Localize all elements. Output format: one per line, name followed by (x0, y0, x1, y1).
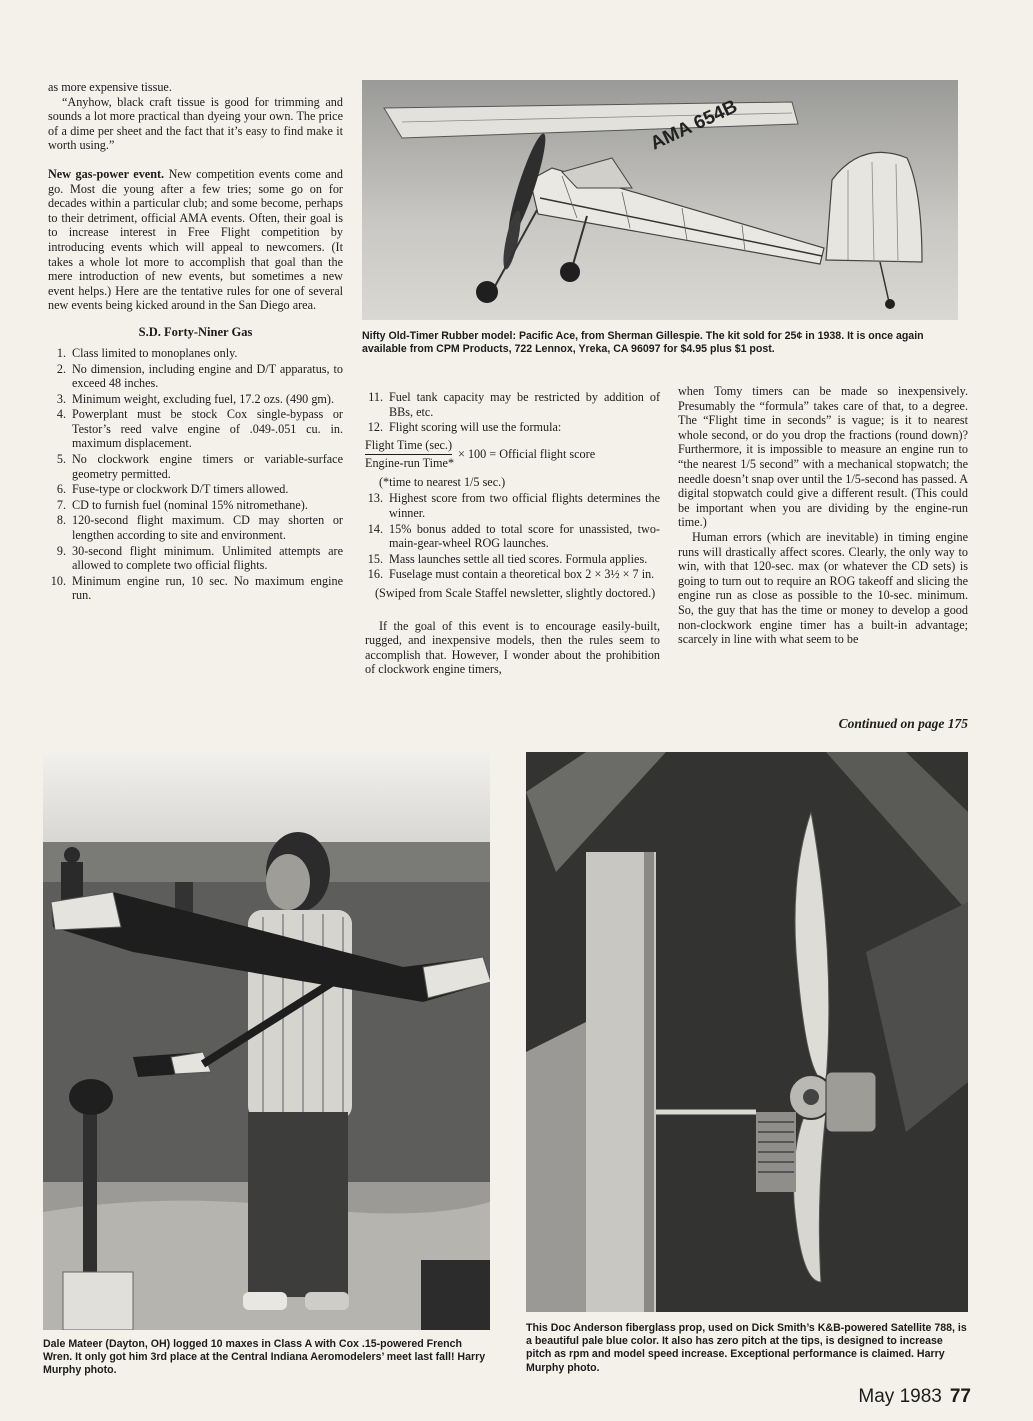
rule-item: 12. Flight scoring will use the formula: (367, 420, 562, 435)
rule-item: 14. 15% bonus added to total score for unassisted, two-main-gear-wheel ROG launches. (367, 521, 660, 551)
middle-column (365, 390, 660, 677)
rule-item: 11. Fuel tank capacity may be restricted by addition of BBs, etc. (368, 390, 660, 419)
airplane-illustration (362, 80, 958, 320)
rule-item: 16. Fuselage must contain a theoretical box 2 × 3½ × 7 in. (367, 567, 655, 582)
paragraph-text: New competition events come and go. Most die young after a few tries; some go on for decades within a particular club; and some become, perhaps to their detriment, official AMA events. Often, their goal is to increase interest in Free Flight competition by introducing events which will appeal to newcomers. (It takes a whole lot more to accomplish that goal than the mere introduction of new events, but sometimes a new event helps.) Here are the tentative rules for one of several new events being kicked around in the San Diego area. (48, 166, 343, 313)
page-number: 77 (949, 1386, 971, 1407)
rules-list (48, 346, 343, 603)
rules-list-continued-2 (365, 491, 660, 582)
caption-bottom-left-photo: Dale Mateer (Dayton, OH) logged 10 maxes in Class A with Cox .15-powered French Wren. It only got him 3rd place at the Central Indiana Aeromodelers’ meet last fall! Harry Murphy photo. (43, 1338, 486, 1377)
paragraph: when Tomy timers can be made so inexpensively. Presumably the “formula” takes care of that, to a degree. The “Flight time in seconds” is vague; is it to nearest whole second, or do you drop the fractions (round down)? Furthermore, it is impossible to measure an engine run to “the nearest 1/5 second” with a mechanical stopwatch; the needle doesn’t snap over until the 1/5-second has passed. A digital stopwatch could give a different result. (This could be important when you are dividing by the engine-run time.) (678, 384, 968, 530)
paragraph: “Anyhow, black craft tissue is good for trimming and sounds a lot more practical than dyeing your own. The price of a dime per sheet and the fact that it’s easy to find make it worth using.” (48, 94, 343, 153)
issue-date: May 1983 (858, 1386, 942, 1407)
caption-top-photo: Nifty Old-Timer Rubber model: Pacific Ace, from Sherman Gillespie. The kit sold for 25¢ in 1938. It is once again available from CPM Products, 722 Lennox, Yreka, CA 96097 for $4.95 plus $1 post. (362, 330, 924, 356)
rule-item: 10. Minimum engine run, 10 sec. No maximum engine run. (50, 573, 343, 603)
continued-notice: Continued on page 175 (838, 716, 968, 731)
left-column (48, 80, 343, 604)
source-note: (Swiped from Scale Staffel newsletter, slightly doctored.) (375, 585, 656, 600)
formula-numerator: Flight Time (sec.) (365, 438, 452, 455)
rule-item: 3. Minimum weight, excluding fuel, 17.2 ozs. (490 gm). (56, 391, 334, 406)
man-with-model-illustration (43, 752, 490, 1330)
formula-fraction (365, 438, 454, 471)
paragraph (48, 167, 343, 313)
propeller-illustration (526, 752, 968, 1312)
section-heading: New gas-power event. (48, 166, 165, 181)
rules-list-continued (365, 390, 660, 435)
rule-item: 8. 120-second flight maximum. CD may shorten or lengthen according to site and environment. (56, 513, 343, 543)
formula-note: (*time to nearest 1/5 sec.) (379, 474, 506, 489)
rule-item: 1. Class limited to monoplanes only. (56, 345, 238, 360)
formula-denominator: Engine-run Time* (365, 455, 455, 470)
rule-item: 6. Fuse-type or clockwork D/T timers allowed. (56, 482, 289, 497)
registration-text: AMA 654B (647, 96, 741, 155)
rule-item: 4. Powerplant must be stock Cox single-bypass or Testor’s reed valve engine of .049-.051 cu. in. maximum displacement. (56, 407, 343, 451)
formula-result: × 100 = Official flight score (458, 446, 596, 461)
page-footer (858, 1386, 971, 1408)
rule-item: 5. No clockwork engine timers or variable-surface geometry permitted. (56, 452, 343, 481)
rule-item: 15. Mass launches settle all tied scores. Formula applies. (367, 551, 648, 566)
scoring-formula (365, 438, 660, 471)
rule-item: 7. CD to furnish fuel (nominal 15% nitromethane). (56, 497, 308, 512)
right-column (678, 384, 968, 647)
paragraph: Human errors (which are inevitable) in timing engine runs will drastically affect scores. Clearly, the only way to win, with that 120-sec. max (or whatever the CD sets) is going to turn out to require an ROG takeoff and slicing the engine run as close as possible to the 10-sec. minimum. So, the guy that has the time or money to develop a good non-clockwork engine timer has a built-in advantage; scarcely in line with what seem to be (678, 529, 968, 647)
rules-title: S.D. Forty-Niner Gas (138, 324, 253, 339)
photo-pacific-ace-model (362, 80, 958, 320)
rule-item: 9. 30-second flight minimum. Unlimited attempts are allowed to complete two official flights. (56, 543, 343, 573)
rule-item: 13. Highest score from two official flights determines the winner. (367, 491, 660, 520)
paragraph: as more expensive tissue. (48, 80, 172, 94)
photo-dale-mateer (43, 752, 490, 1330)
rule-item: 2. No dimension, including engine and D/T apparatus, to exceed 48 inches. (56, 361, 343, 391)
paragraph: If the goal of this event is to encourage easily-built, rugged, and inexpensive models, then the rules seem to accomplish that. However, I wonder about the prohibition of clockwork engine timers, (365, 618, 660, 677)
caption-bottom-right-photo: This Doc Anderson fiberglass prop, used on Dick Smith’s K&B-powered Satellite 788, is a beautiful pale blue color. It also has zero pitch at the tips, is designed to increase pitch as rpm and model speed increase. Exceptional performance is claimed. Harry Murphy photo. (526, 1322, 967, 1374)
photo-fiberglass-prop (526, 752, 968, 1312)
